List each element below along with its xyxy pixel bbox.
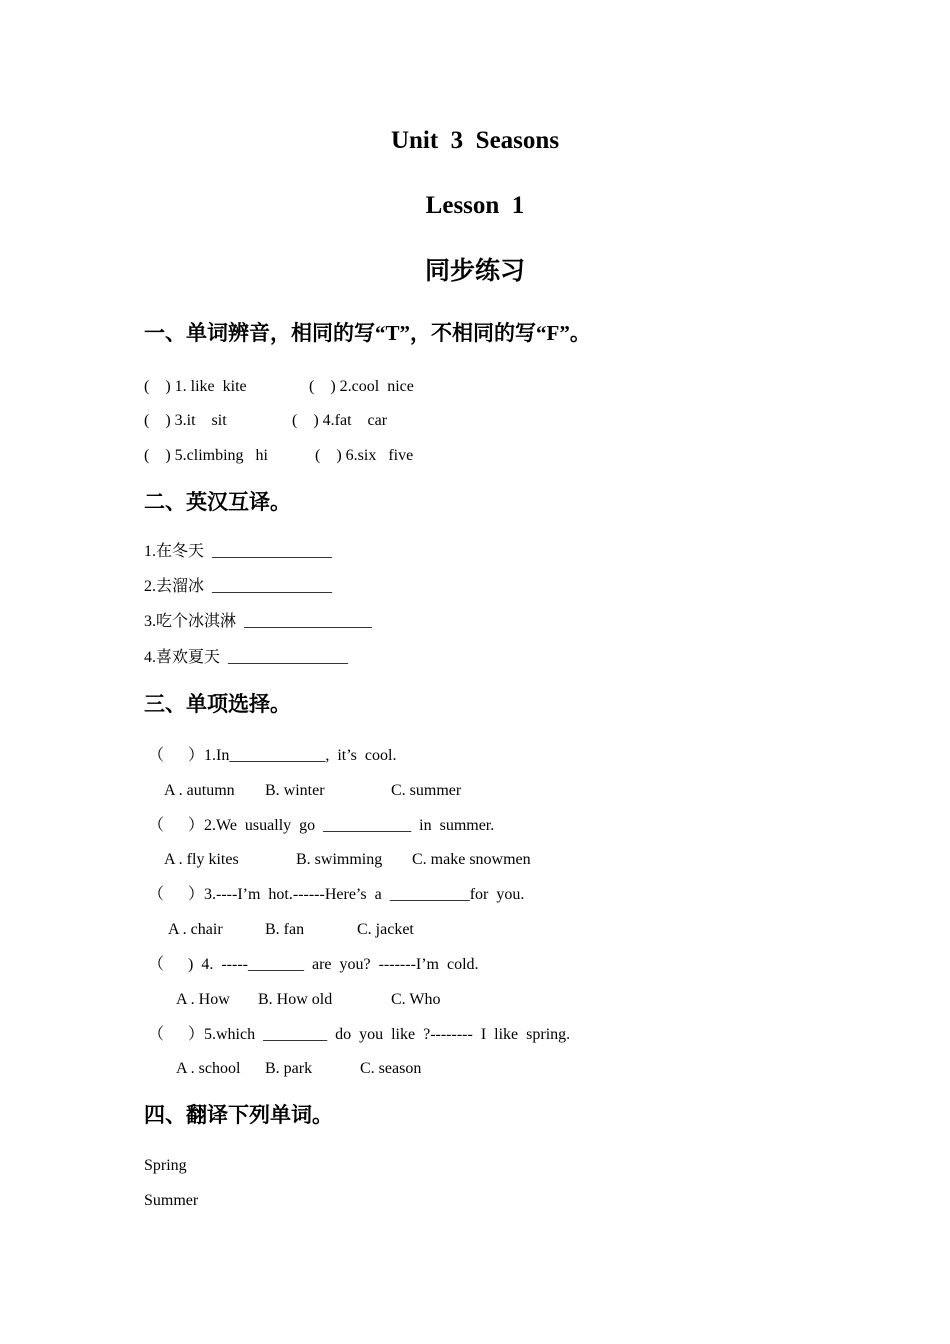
question-3-option-c: C. jacket <box>357 921 414 938</box>
word-item-spring: Spring <box>144 1157 187 1174</box>
question-5-option-a: A . school <box>176 1060 241 1077</box>
question-1-stem: （ ）1.In____________, it’s cool. <box>148 747 397 764</box>
question-2-option-a: A . fly kites <box>164 851 239 868</box>
question-1-option-b: B. winter <box>265 782 325 799</box>
question-3-option-b: B. fan <box>265 921 305 938</box>
question-5-stem: （ ）5.which ________ do you like ?-------- I like spring. <box>148 1026 571 1043</box>
question-4-option-c: C. Who <box>391 991 441 1008</box>
phonics-item-6: ( ) 6.six five <box>315 447 414 464</box>
section-heading-translation: 二、英汉互译。 <box>144 490 291 514</box>
question-4-option-a: A . How <box>176 991 230 1008</box>
translation-item-1: 1.在冬天 _______________ <box>144 543 333 560</box>
question-2-option-c: C. make snowmen <box>412 851 531 868</box>
translation-item-2: 2.去溜冰 _______________ <box>144 578 333 595</box>
worksheet-subtitle: 同步练习 <box>424 258 525 285</box>
question-4-option-b: B. How old <box>258 991 333 1008</box>
section-heading-multiple-choice: 三、单项选择。 <box>144 692 291 716</box>
question-2-stem: （ ）2.We usually go ___________ in summer. <box>148 817 495 834</box>
question-5-option-c: C. season <box>360 1060 422 1077</box>
phonics-item-4: ( ) 4.fat car <box>292 412 388 429</box>
question-2-option-b: B. swimming <box>296 851 383 868</box>
phonics-item-5: ( ) 5.climbing hi <box>144 447 268 464</box>
question-3-option-a: A . chair <box>168 921 223 938</box>
question-1-option-c: C. summer <box>391 782 462 799</box>
phonics-item-1: ( ) 1. like kite <box>144 378 247 395</box>
translation-item-3: 3.吃个冰淇淋 ________________ <box>144 613 373 630</box>
question-5-option-b: B. park <box>265 1060 313 1077</box>
translation-item-4: 4.喜欢夏天 _______________ <box>144 649 349 666</box>
unit-title: Unit 3 Seasons <box>390 127 560 154</box>
question-3-stem: （ ）3.----I’m hot.------Here’s a __________for you. <box>148 886 525 903</box>
phonics-item-3: ( ) 3.it sit <box>144 412 227 429</box>
question-4-stem: （ ) 4. -----_______ are you? -------I’m cold. <box>148 956 479 973</box>
phonics-item-2: ( ) 2.cool nice <box>309 378 414 395</box>
section-heading-word-translation: 四、翻译下列单词。 <box>144 1103 333 1127</box>
section-heading-phonics: 一、单词辨音，相同的写“T”，不相同的写“F”。 <box>144 321 591 345</box>
word-item-summer: Summer <box>144 1192 199 1209</box>
question-1-option-a: A . autumn <box>164 782 235 799</box>
lesson-title: Lesson 1 <box>425 192 525 219</box>
